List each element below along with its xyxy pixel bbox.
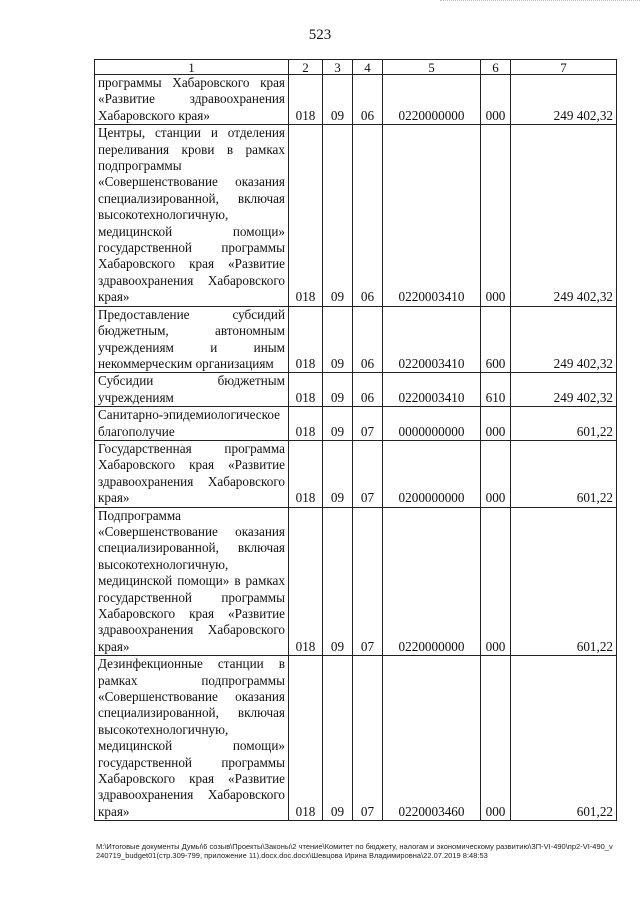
table-row bbox=[95, 125, 617, 306]
scan-edge-mark bbox=[440, 0, 640, 7]
column-header: 4 bbox=[353, 60, 383, 75]
page-number: 523 bbox=[308, 27, 332, 43]
cell-target-code: 0220003410 bbox=[383, 306, 481, 373]
cell-section: 09 bbox=[323, 125, 353, 306]
cell-section: 09 bbox=[323, 75, 353, 125]
cell-section: 09 bbox=[323, 407, 353, 441]
table-row bbox=[95, 507, 617, 656]
table-row bbox=[95, 306, 617, 373]
cell-amount: 249 402,32 bbox=[511, 75, 617, 125]
cell-section: 09 bbox=[323, 507, 353, 656]
cell-subsection: 07 bbox=[353, 656, 383, 821]
cell-expense-type: 000 bbox=[481, 125, 511, 306]
table-row bbox=[95, 407, 617, 441]
cell-amount: 249 402,32 bbox=[511, 306, 617, 373]
file-path-footer: M:\Итоговые документы Думы\6 созыв\Проекты\Законы\2 чтение\Комитет по бюджету, налогам и экономическому развитию\ЗП-VI-490\пр2-VI-490_v240719_budget01(стр.309-799, приложение 11).docx.doc.docx\Шевцова Ирина Владимировна\22.07.2019 8:48:53 bbox=[96, 842, 613, 860]
cell-subsection: 07 bbox=[353, 507, 383, 656]
cell-ministry: 018 bbox=[289, 373, 323, 407]
cell-target-code: 0200000000 bbox=[383, 440, 481, 507]
cell-target-code: 0000000000 bbox=[383, 407, 481, 441]
cell-expense-type: 600 bbox=[481, 306, 511, 373]
cell-ministry: 018 bbox=[289, 125, 323, 306]
cell-subsection: 06 bbox=[353, 125, 383, 306]
table-row bbox=[95, 373, 617, 407]
row-name: Предоставление субсидий бюджетным, автономным учреждениям и иным некоммерческим организациям bbox=[95, 306, 289, 373]
header-row bbox=[95, 60, 617, 75]
cell-expense-type: 000 bbox=[481, 656, 511, 821]
cell-ministry: 018 bbox=[289, 407, 323, 441]
column-header: 3 bbox=[323, 60, 353, 75]
cell-section: 09 bbox=[323, 440, 353, 507]
cell-target-code: 0220003410 bbox=[383, 125, 481, 306]
cell-ministry: 018 bbox=[289, 306, 323, 373]
cell-subsection: 07 bbox=[353, 407, 383, 441]
cell-target-code: 0220000000 bbox=[383, 75, 481, 125]
row-name: Санитарно-эпидемиологическое благополучие bbox=[95, 407, 289, 441]
column-header: 5 bbox=[383, 60, 481, 75]
cell-target-code: 0220003410 bbox=[383, 373, 481, 407]
cell-ministry: 018 bbox=[289, 507, 323, 656]
cell-amount: 601,22 bbox=[511, 656, 617, 821]
cell-expense-type: 000 bbox=[481, 507, 511, 656]
cell-ministry: 018 bbox=[289, 440, 323, 507]
cell-subsection: 06 bbox=[353, 373, 383, 407]
cell-expense-type: 000 bbox=[481, 440, 511, 507]
table-row bbox=[95, 656, 617, 821]
column-header: 7 bbox=[511, 60, 617, 75]
cell-subsection: 06 bbox=[353, 75, 383, 125]
cell-subsection: 07 bbox=[353, 440, 383, 507]
cell-section: 09 bbox=[323, 656, 353, 821]
column-header: 1 bbox=[95, 60, 289, 75]
column-header: 2 bbox=[289, 60, 323, 75]
cell-amount: 601,22 bbox=[511, 440, 617, 507]
row-name: Государственная программа Хабаровского края «Развитие здравоохранения Хабаровского края» bbox=[95, 440, 289, 507]
cell-expense-type: 000 bbox=[481, 75, 511, 125]
cell-amount: 249 402,32 bbox=[511, 125, 617, 306]
table-row bbox=[95, 440, 617, 507]
row-name: Субсидии бюджетным учреждениям bbox=[95, 373, 289, 407]
cell-target-code: 0220003460 bbox=[383, 656, 481, 821]
cell-section: 09 bbox=[323, 373, 353, 407]
cell-ministry: 018 bbox=[289, 75, 323, 125]
cell-ministry: 018 bbox=[289, 656, 323, 821]
row-name: программы Хабаровского края «Развитие здравоохранения Хабаровского края» bbox=[95, 75, 289, 125]
column-header: 6 bbox=[481, 60, 511, 75]
cell-amount: 601,22 bbox=[511, 507, 617, 656]
table-row bbox=[95, 75, 617, 125]
budget-table bbox=[94, 59, 617, 821]
cell-target-code: 0220000000 bbox=[383, 507, 481, 656]
cell-section: 09 bbox=[323, 306, 353, 373]
row-name: Подпрограмма «Совершенствование оказания специализированной, включая высокотехнологичную, медицинской помощи» в рамках государственной программы Хабаровского края «Развитие здравоохранения Хабаровского края» bbox=[95, 507, 289, 656]
cell-expense-type: 000 bbox=[481, 407, 511, 441]
cell-subsection: 06 bbox=[353, 306, 383, 373]
cell-expense-type: 610 bbox=[481, 373, 511, 407]
row-name: Дезинфекционные станции в рамках подпрограммы «Совершенствование оказания специализированной, включая высокотехнологичную, медицинской помощи» государственной программы Хабаровского края «Развитие здравоохранения Хабаровского края» bbox=[95, 656, 289, 821]
cell-amount: 601,22 bbox=[511, 407, 617, 441]
row-name: Центры, станции и отделения переливания крови в рамках подпрограммы «Совершенствование оказания специализированной, включая высокотехнологичную, медицинской помощи» государственной программы Хабаровского края «Развитие здравоохранения Хабаровского края» bbox=[95, 125, 289, 306]
cell-amount: 249 402,32 bbox=[511, 373, 617, 407]
